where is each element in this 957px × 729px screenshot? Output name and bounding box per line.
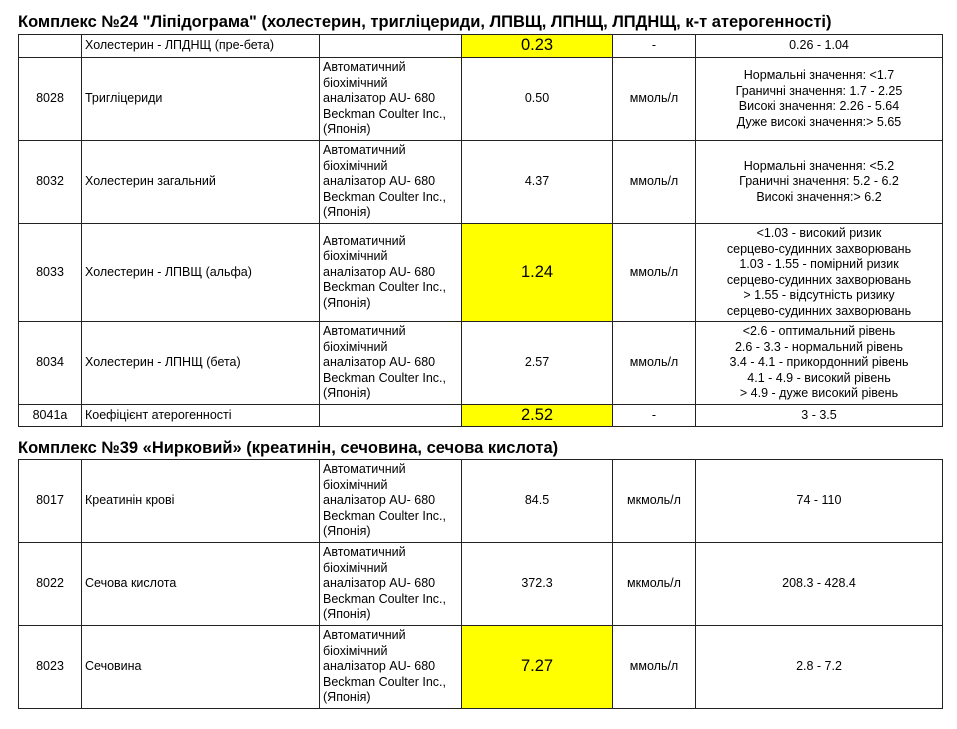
test-unit: ммоль/л [613,141,696,224]
reference-line: 3 - 3.5 [801,407,837,422]
test-name: Тригліцериди [82,58,320,141]
test-name: Коефіцієнт атерогенності [82,405,320,427]
test-code: 8032 [19,141,82,224]
test-unit: мкмоль/л [613,460,696,543]
table-row [19,626,943,709]
test-code: 8033 [19,224,82,322]
reference-line: 4.1 - 4.9 - високий рівень [747,370,891,385]
reference-line: 2.8 - 7.2 [796,659,842,674]
reference-range [696,460,943,543]
reference-line: Нормальні значення: <5.2 [743,158,895,173]
reference-line: Граничні значення: 5.2 - 6.2 [739,174,899,189]
test-unit: - [613,405,696,427]
reference-line: 208.3 - 428.4 [782,576,856,591]
reference-range [696,224,943,322]
reference-line: 3.4 - 4.1 - прикордонний рівень [729,355,909,370]
test-code [19,35,82,58]
reference-line: 1.03 - 1.55 - помірний ризик [739,257,899,271]
table-row [19,141,943,224]
test-code: 8022 [19,543,82,626]
test-name: Холестерин - ЛПВЩ (альфа) [82,224,320,322]
test-name: Холестерин - ЛПНЩ (бета) [82,322,320,405]
reference-line: 74 - 110 [796,493,842,508]
reference-line: > 1.55 - відсутність ризику [743,288,895,302]
test-result: 0.50 [462,58,613,141]
test-name: Креатинін крові [82,460,320,543]
reference-range [696,322,943,405]
test-method: Автоматичний біохімічний аналізатор AU- 680 Beckman Coulter Inc., (Японія) [320,626,462,709]
test-result: 84.5 [462,460,613,543]
test-result: 4.37 [462,141,613,224]
test-method [320,405,462,427]
table-row [19,405,943,427]
test-result: 7.27 [462,626,613,709]
test-name: Сечова кислота [82,543,320,626]
reference-line: Граничні значення: 1.7 - 2.25 [735,83,903,98]
reference-line: > 4.9 - дуже високий рівень [739,386,899,401]
table-row [19,543,943,626]
test-method [320,35,462,58]
reference-line: <1.03 - високий ризик [756,226,882,240]
reference-range [696,141,943,224]
test-code: 8028 [19,58,82,141]
test-method: Автоматичний біохімічний аналізатор AU- 680 Beckman Coulter Inc., (Японія) [320,543,462,626]
table-row [19,224,943,322]
test-name: Холестерин загальний [82,141,320,224]
test-unit: ммоль/л [613,626,696,709]
reference-line: Дуже високі значення:> 5.65 [736,114,902,129]
test-name: Холестерин - ЛПДНЩ (пре-бета) [82,35,320,58]
test-unit: ммоль/л [613,224,696,322]
reference-line: <2.6 - оптимальний рівень [742,324,896,339]
test-method: Автоматичний біохімічний аналізатор AU- 680 Beckman Coulter Inc., (Японія) [320,58,462,141]
test-result: 2.57 [462,322,613,405]
test-method: Автоматичний біохімічний аналізатор AU- 680 Beckman Coulter Inc., (Японія) [320,322,462,405]
test-method: Автоматичний біохімічний аналізатор AU- 680 Beckman Coulter Inc., (Японія) [320,460,462,543]
test-result: 1.24 [462,224,613,322]
reference-line: Високі значення: 2.26 - 5.64 [738,99,900,113]
table-row [19,460,943,543]
table-row [19,35,943,58]
test-code: 8017 [19,460,82,543]
test-unit: мкмоль/л [613,543,696,626]
test-unit: - [613,35,696,58]
test-result: 0.23 [462,35,613,58]
reference-range [696,543,943,626]
section-title-kidney: Комплекс №39 «Нирковий» (креатинін, сечовина, сечова кислота) [18,439,559,457]
reference-range [696,35,943,58]
reference-line: Високі значення:> 6.2 [756,189,882,204]
test-code: 8023 [19,626,82,709]
reference-line: серцево-судинних захворювань [726,272,912,287]
lipidogram-table [18,34,943,427]
table-row [19,322,943,405]
section-title-lipidogram: Комплекс №24 "Ліпідограма" (холестерин, тригліцериди, ЛПВЩ, ЛПНЩ, ЛПДНЩ, к-т атерогенності) [18,13,832,31]
reference-line: серцево-судинних захворювань [726,241,912,256]
reference-line: 2.6 - 3.3 - нормальний рівень [734,339,904,354]
test-method: Автоматичний біохімічний аналізатор AU- 680 Beckman Coulter Inc., (Японія) [320,224,462,322]
test-result: 372.3 [462,543,613,626]
reference-line: Нормальні значення: <1.7 [743,68,895,82]
reference-range [696,405,943,427]
test-unit: ммоль/л [613,322,696,405]
kidney-table [18,459,943,709]
table-row [19,58,943,141]
reference-line: серцево-судинних захворювань [726,303,912,318]
test-code: 8034 [19,322,82,405]
test-name: Сечовина [82,626,320,709]
test-unit: ммоль/л [613,58,696,141]
test-code: 8041а [19,405,82,427]
reference-range [696,626,943,709]
test-result: 2.52 [462,405,613,427]
reference-line: 0.26 - 1.04 [789,38,849,53]
test-method: Автоматичний біохімічний аналізатор AU- 680 Beckman Coulter Inc., (Японія) [320,141,462,224]
reference-range [696,58,943,141]
